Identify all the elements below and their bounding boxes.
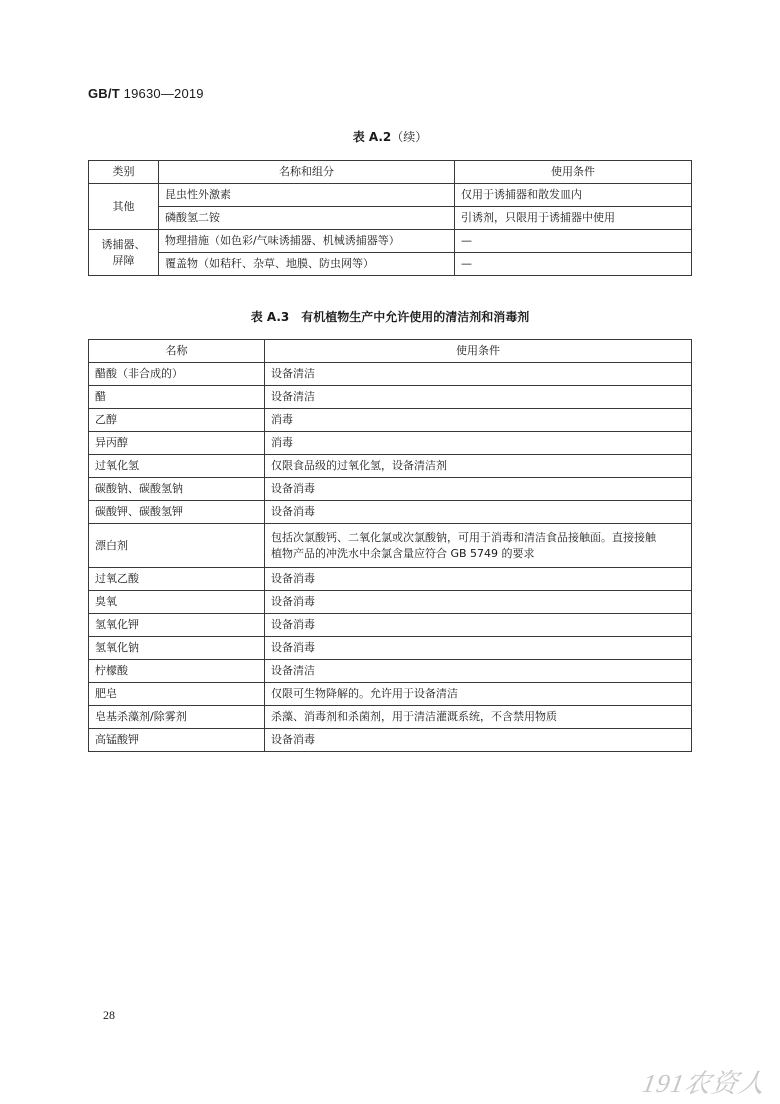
condition-line: 包括次氯酸钙、二氧化氯或次氯酸钠，可用于消毒和清洁食品接触面。直接接触 xyxy=(271,530,656,544)
condition-cell: 设备消毒 xyxy=(265,478,692,501)
name-cell: 肥皂 xyxy=(89,683,265,706)
condition-cell: — xyxy=(455,253,692,276)
column-header-name: 名称和组分 xyxy=(159,161,455,184)
condition-cell: 设备清洁 xyxy=(265,660,692,683)
column-header-category: 类别 xyxy=(89,161,159,184)
name-cell: 醋酸（非合成的） xyxy=(89,363,265,386)
name-cell: 磷酸氢二铵 xyxy=(159,207,455,230)
table-header-row xyxy=(89,161,692,184)
table-row xyxy=(89,591,692,614)
condition-cell: 仅限食品级的过氧化氢，设备清洁剂 xyxy=(265,455,692,478)
table-row xyxy=(89,501,692,524)
condition-line: 植物产品的冲洗水中余氯含量应符合 GB 5749 的要求 xyxy=(271,546,535,560)
table-row xyxy=(89,660,692,683)
condition-cell: 设备消毒 xyxy=(265,568,692,591)
category-cell xyxy=(89,230,159,276)
condition-cell: 消毒 xyxy=(265,432,692,455)
table-a2-caption-title: 表 A.2 xyxy=(352,130,392,144)
standard-prefix: GB/T xyxy=(88,86,120,101)
table-row xyxy=(89,524,692,568)
name-cell: 氢氧化钾 xyxy=(89,614,265,637)
standard-number: 19630—2019 xyxy=(123,86,204,101)
table-a2-caption-suffix: （续） xyxy=(391,130,428,144)
table-row xyxy=(89,637,692,660)
name-cell: 臭氧 xyxy=(89,591,265,614)
name-cell: 高锰酸钾 xyxy=(89,729,265,752)
table-a3-caption: 表 A.3 有机植物生产中允许使用的清洁剂和消毒剂 xyxy=(250,310,530,324)
condition-cell: 设备消毒 xyxy=(265,591,692,614)
condition-cell: 仅用于诱捕器和散发皿内 xyxy=(455,184,692,207)
name-cell: 柠檬酸 xyxy=(89,660,265,683)
condition-cell: 设备消毒 xyxy=(265,614,692,637)
condition-cell: 设备消毒 xyxy=(265,637,692,660)
table-row xyxy=(89,230,692,253)
table-row xyxy=(89,207,692,230)
table-a2 xyxy=(88,160,692,276)
name-cell: 过氧化氢 xyxy=(89,455,265,478)
table-row xyxy=(89,614,692,637)
name-cell: 覆盖物（如秸秆、杂草、地膜、防虫网等） xyxy=(159,253,455,276)
condition-cell: 消毒 xyxy=(265,409,692,432)
column-header-name: 名称 xyxy=(89,340,265,363)
condition-cell: 仅限可生物降解的。允许用于设备清洁 xyxy=(265,683,692,706)
condition-cell xyxy=(265,524,692,568)
table-a2-caption xyxy=(0,128,780,145)
table-row xyxy=(89,386,692,409)
name-cell: 过氧乙酸 xyxy=(89,568,265,591)
condition-cell: 设备消毒 xyxy=(265,729,692,752)
document-header xyxy=(88,86,204,101)
table-row xyxy=(89,253,692,276)
column-header-condition: 使用条件 xyxy=(265,340,692,363)
name-cell: 乙醇 xyxy=(89,409,265,432)
name-cell: 醋 xyxy=(89,386,265,409)
table-row xyxy=(89,729,692,752)
table-row xyxy=(89,568,692,591)
condition-cell: 杀藻、消毒剂和杀菌剂，用于清洁灌溉系统，不含禁用物质 xyxy=(265,706,692,729)
name-cell: 昆虫性外激素 xyxy=(159,184,455,207)
table-row xyxy=(89,683,692,706)
category-line: 诱捕器、 xyxy=(101,237,146,251)
name-cell: 皂基杀藻剂/除雾剂 xyxy=(89,706,265,729)
condition-cell: 设备消毒 xyxy=(265,501,692,524)
table-header-row xyxy=(89,340,692,363)
condition-cell: 设备清洁 xyxy=(265,386,692,409)
category-cell: 其他 xyxy=(89,184,159,230)
name-cell: 碳酸钾、碳酸氢钾 xyxy=(89,501,265,524)
condition-cell: 设备清洁 xyxy=(265,363,692,386)
table-row xyxy=(89,706,692,729)
name-cell: 漂白剂 xyxy=(89,524,265,568)
table-row xyxy=(89,409,692,432)
name-cell: 物理措施（如色彩/气味诱捕器、机械诱捕器等） xyxy=(159,230,455,253)
column-header-condition: 使用条件 xyxy=(455,161,692,184)
condition-cell: 引诱剂，只限用于诱捕器中使用 xyxy=(455,207,692,230)
table-row xyxy=(89,432,692,455)
watermark-logo: 191农资人 xyxy=(640,1069,769,1098)
table-a3 xyxy=(88,339,692,752)
name-cell: 异丙醇 xyxy=(89,432,265,455)
table-row xyxy=(89,478,692,501)
table-row xyxy=(89,184,692,207)
table-row xyxy=(89,455,692,478)
condition-cell: — xyxy=(455,230,692,253)
table-row xyxy=(89,363,692,386)
page-number: 28 xyxy=(103,1008,115,1022)
name-cell: 碳酸钠、碳酸氢钠 xyxy=(89,478,265,501)
name-cell: 氢氧化钠 xyxy=(89,637,265,660)
category-line: 屏障 xyxy=(112,253,135,267)
